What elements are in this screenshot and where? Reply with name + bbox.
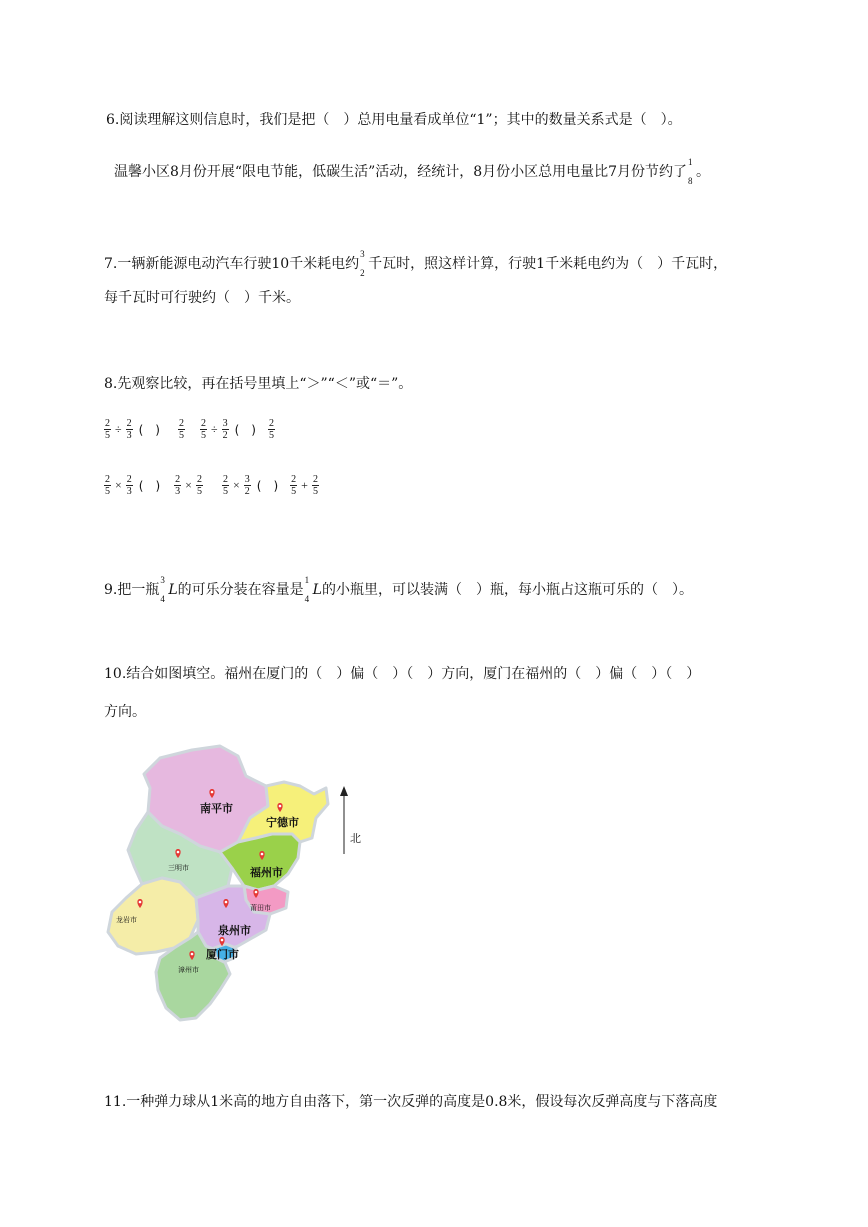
q8-r1a-rn: 2 bbox=[178, 418, 184, 429]
city-label-nanping: 南平市 bbox=[200, 802, 233, 815]
q8-r2a-op: × bbox=[115, 478, 122, 492]
q8-r1a-d1: 5 bbox=[105, 430, 110, 441]
q8-r1a-blank[interactable]: ( ) bbox=[138, 423, 160, 437]
q6-frac-den: 8 bbox=[688, 176, 693, 186]
q8-r2b-n1: 2 bbox=[223, 474, 228, 485]
q8-r2b-d2: 2 bbox=[244, 486, 250, 497]
q8-r1a-n1: 2 bbox=[105, 418, 110, 429]
city-label-putian: 莆田市 bbox=[250, 904, 271, 912]
q6-line1: 6.阅读理解这则信息时，我们是把（ ）总用电量看成单位“1”；其中的数量关系式是（ ）。 bbox=[106, 112, 682, 128]
q8-r2a-frac1 bbox=[104, 474, 111, 497]
q9-text-c: 的小瓶里，可以装满（ ）瓶，每小瓶占这瓶可乐的（ ）。 bbox=[321, 582, 693, 598]
q8-r1a-frac2 bbox=[126, 418, 133, 441]
q8-r2b-rd2: 5 bbox=[312, 486, 318, 497]
q8-row2-item2 bbox=[220, 474, 321, 497]
q8-row1-item1 bbox=[102, 418, 187, 441]
q8-r2b-rn2: 2 bbox=[312, 474, 318, 485]
fujian-map-svg bbox=[100, 742, 370, 1022]
q8-r2b-rd1: 5 bbox=[291, 486, 297, 497]
q8-r2a-rn1: 2 bbox=[175, 474, 181, 485]
q9-f1-den: 4 bbox=[160, 594, 165, 604]
q7-text-a: 7.一辆新能源电动汽车行驶10千米耗电约 bbox=[104, 256, 360, 272]
pin-dot bbox=[177, 851, 180, 854]
q6-line2 bbox=[114, 157, 711, 186]
q10-line1: 10.结合如图填空。福州在厦门的（ ）偏（ ）（ ）方向，厦门在福州的（ ）偏（ ）（ ） bbox=[104, 666, 701, 682]
q8-r2b-d1: 5 bbox=[223, 486, 228, 497]
q8-r2a-blank[interactable]: ( ) bbox=[138, 479, 161, 493]
q8-r1a-d2: 3 bbox=[126, 430, 132, 441]
q8-r2a-rn2: 2 bbox=[196, 474, 202, 485]
pin-dot bbox=[211, 791, 214, 794]
q9-f2-den: 4 bbox=[304, 594, 310, 604]
fujian-map bbox=[100, 742, 370, 1022]
q8-title: 8.先观察比较，再在括号里填上“＞”“＜”或“＝”。 bbox=[104, 376, 413, 392]
city-label-ningde: 宁德市 bbox=[266, 816, 299, 829]
pin-dot bbox=[255, 891, 258, 894]
q9-unit1: L bbox=[168, 582, 178, 598]
q8-r1b-op: ÷ bbox=[211, 422, 218, 436]
q7-line1 bbox=[104, 249, 728, 278]
q8-row1-item2 bbox=[198, 418, 277, 441]
q8-r1b-frac2 bbox=[222, 418, 229, 441]
q8-r2b-rfrac2 bbox=[312, 474, 319, 497]
q8-r1b-blank[interactable]: ( ) bbox=[234, 423, 256, 437]
q9-f1-num: 3 bbox=[160, 575, 165, 585]
q8-r1b-right bbox=[268, 418, 275, 441]
q8-r1b-n2: 3 bbox=[222, 418, 228, 429]
q8-r1b-d2: 2 bbox=[222, 430, 228, 441]
q8-r2a-rd2: 5 bbox=[196, 486, 202, 497]
pin-dot bbox=[225, 901, 228, 904]
q8-r2b-blank[interactable]: ( ) bbox=[256, 479, 279, 493]
q8-r2a-rd1: 3 bbox=[175, 486, 181, 497]
q8-r1a-frac1 bbox=[104, 418, 111, 441]
q9-text-b: 的可乐分装在容量是 bbox=[177, 582, 304, 598]
q10-line2: 方向。 bbox=[104, 704, 146, 720]
q8-r2b-frac2 bbox=[244, 474, 251, 497]
q9-f2-num: 1 bbox=[304, 575, 310, 585]
q8-r1a-op: ÷ bbox=[115, 422, 122, 436]
q9-text-a: 9.把一瓶 bbox=[104, 582, 160, 598]
city-label-xiamen: 厦门市 bbox=[206, 948, 239, 961]
q9-line bbox=[104, 575, 693, 604]
north-label: 北 bbox=[350, 832, 361, 845]
q8-r2b-n2: 3 bbox=[244, 474, 250, 485]
q9-fraction2 bbox=[304, 575, 313, 604]
q8-r2a-rfrac2 bbox=[196, 474, 203, 497]
q8-r1b-n1: 2 bbox=[201, 418, 206, 429]
q8-r2a-rfrac1 bbox=[174, 474, 181, 497]
q8-r2a-n1: 2 bbox=[105, 474, 110, 485]
q8-r1a-rd: 5 bbox=[178, 430, 184, 441]
q8-r1a-right bbox=[178, 418, 185, 441]
q7-line2: 每千瓦时可行驶约（ ）千米。 bbox=[104, 290, 300, 306]
pin-dot bbox=[221, 939, 224, 942]
q8-r2a-rop: × bbox=[185, 478, 192, 492]
q6-line2-end: 。 bbox=[696, 164, 711, 180]
q8-r2a-n2: 2 bbox=[126, 474, 132, 485]
q8-row2-item1 bbox=[102, 474, 205, 497]
q8-r1a-n2: 2 bbox=[126, 418, 132, 429]
q8-r2b-rop: + bbox=[301, 478, 308, 492]
q8-r2b-op: × bbox=[233, 478, 240, 492]
pin-dot bbox=[279, 805, 282, 808]
q6-line2-text: 温馨小区8月份开展“限电节能，低碳生活”活动，经统计，8月份小区总用电量比7月份节约了 bbox=[114, 164, 688, 180]
q7-text-b: 千瓦时，照这样计算，行驶1千米耗电约为（ ）千瓦时， bbox=[368, 256, 728, 272]
q6-frac-num: 1 bbox=[688, 157, 693, 167]
q8-r1b-frac1 bbox=[200, 418, 207, 441]
q8-r1b-rn: 2 bbox=[268, 418, 274, 429]
city-label-sanming: 三明市 bbox=[168, 864, 189, 872]
q9-fraction1 bbox=[159, 575, 168, 604]
q7-frac-den: 2 bbox=[360, 268, 365, 278]
pin-dot bbox=[191, 953, 194, 956]
q9-unit2: L bbox=[312, 582, 322, 598]
q8-r1b-d1: 5 bbox=[201, 430, 206, 441]
city-label-fuzhou: 福州市 bbox=[250, 866, 283, 879]
q7-fraction bbox=[359, 249, 368, 278]
q8-r2b-frac1 bbox=[222, 474, 229, 497]
q6-fraction bbox=[687, 157, 696, 186]
city-label-longyan: 龙岩市 bbox=[116, 916, 137, 924]
city-label-zhangzhou: 漳州市 bbox=[178, 966, 199, 974]
pin-dot bbox=[261, 853, 264, 856]
q8-r2a-d2: 3 bbox=[126, 486, 132, 497]
city-label-quanzhou: 泉州市 bbox=[218, 924, 251, 937]
q8-r1b-rd: 5 bbox=[268, 430, 274, 441]
north-arrow-icon bbox=[340, 786, 348, 796]
pin-dot bbox=[139, 901, 142, 904]
q8-r2b-rn1: 2 bbox=[291, 474, 297, 485]
q7-frac-num: 3 bbox=[360, 249, 365, 259]
q8-r2b-rfrac1 bbox=[290, 474, 297, 497]
q8-r2a-d1: 5 bbox=[105, 486, 110, 497]
q8-r2a-frac2 bbox=[126, 474, 133, 497]
q11-line1: 11.一种弹力球从1米高的地方自由落下，第一次反弹的高度是0.8米，假设每次反弹高度与下落高度 bbox=[104, 1094, 718, 1110]
